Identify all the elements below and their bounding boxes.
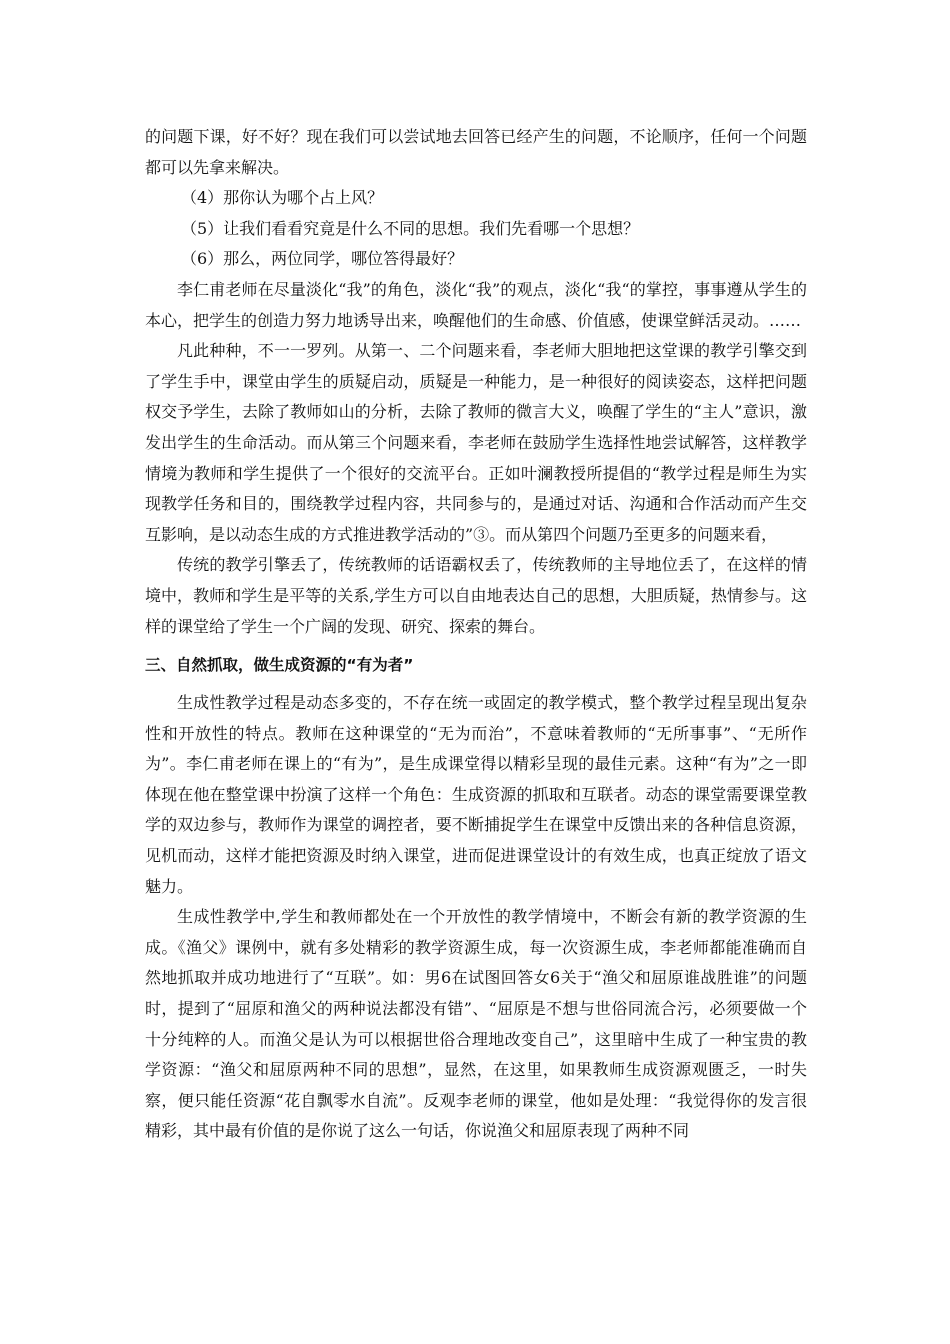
paragraph-continuation: 的问题下课，好不好？现在我们可以尝试地去回答已经产生的问题，不论顺序，任何一个问题都可以先拿来解决。 <box>145 127 807 177</box>
question-item-4: （4）那你认为哪个占上风？ <box>181 188 384 208</box>
paragraph-traditional: 传统的教学引擎丢了，传统教师的话语霸权丢了，传统教师的主导地位丢了，在这样的情境中，教师和学生是平等的关系,学生方可以自由地表达自己的思想，大胆质疑，热情参与。这样的课堂给了学生一个广阔的发现、研究、探索的舞台。 <box>145 555 807 636</box>
paragraph-teacher-role: 李仁甫老师在尽量淡化“我”的角色，淡化“我”的观点，淡化“我“的掌控，事事遵从学生的本心，把学生的创造力努力地诱导出来，唤醒他们的生命感、价值感，使课堂鲜活灵动。…… <box>145 279 807 330</box>
question-item-6: （6）那么，两位同学，哪位答得最好？ <box>181 249 464 269</box>
paragraph-generative-process: 生成性教学过程是动态多变的，不存在统一或固定的教学模式，整个教学过程呈现出复杂性和开放性的特点。教师在这种课堂的“无为而治”，不意味着教师的“无所事事”、“无所作为”。李仁甫老师在课上的“有为”，是生成课堂得以精彩呈现的最佳元素。这种“有为”之一即体现在他在整堂课中扮演了这样一个角色：生成资源的抓取和互联者。动态的课堂需要课堂教学的双边参与，教师作为课堂的调控者，要不断捕捉学生在课堂中反馈出来的各种信息资源，见机而动，这样才能把资源及时纳入课堂，进而促进课堂设计的有效生成，也真正绽放了语文魅力。 <box>145 693 807 896</box>
document-page <box>145 122 807 1147</box>
paragraph-resources-example: 生成性教学中,学生和教师都处在一个开放性的教学情境中，不断会有新的教学资源的生成。《渔父》课例中，就有多处精彩的教学资源生成，每一次资源生成，李老师都能准确而自然地抓取并成功地进行了“互联”。如：男6在试图回答女6关于“渔父和屈原谁战胜谁”的问题时，提到了“屈原和渔父的两种说法都没有错”、“屈原是不想与世俗同流合污，必须要做一个十分纯粹的人。而渔父是认为可以根据世俗合理地改变自己”，这里暗中生成了一种宝贵的教学资源：“渔父和屈原两种不同的思想”，显然，在这里，如果教师生成资源观匮乏，一时失察，便只能任资源“花自飘零水自流”。反观李老师的课堂，他如是处理：“我觉得你的发言很精彩，其中最有价值的是你说了这么一句话，你说渔父和屈原表现了两种不同 <box>145 907 807 1141</box>
question-item-5: （5）让我们看看究竟是什么不同的思想。我们先看哪一个思想？ <box>181 218 640 238</box>
section-heading: 三、自然抓取，做生成资源的“有为者” <box>145 656 414 675</box>
paragraph-analysis: 凡此种种，不一一罗列。从第一、二个问题来看，李老师大胆地把这堂课的教学引擎交到了学生手中，课堂由学生的质疑启动，质疑是一种能力，是一种很好的阅读姿态，这样把问题权交予学生，去除了教师如山的分析，去除了教师的微言大义，唤醒了学生的“主人”意识，激发出学生的生命活动。而从第三个问题来看，李老师在鼓励学生选择性地尝试解答，这样教学情境为教师和学生提供了一个很好的交流平台。正如叶澜教授所提倡的“教学过程是师生为实现教学任务和目的，围绕教学过程内容，共同参与的，是通过对话、沟通和合作活动而产生交互影响，是以动态生成的方式推进教学活动的”③。而从第四个问题乃至更多的问题来看， <box>145 341 807 544</box>
